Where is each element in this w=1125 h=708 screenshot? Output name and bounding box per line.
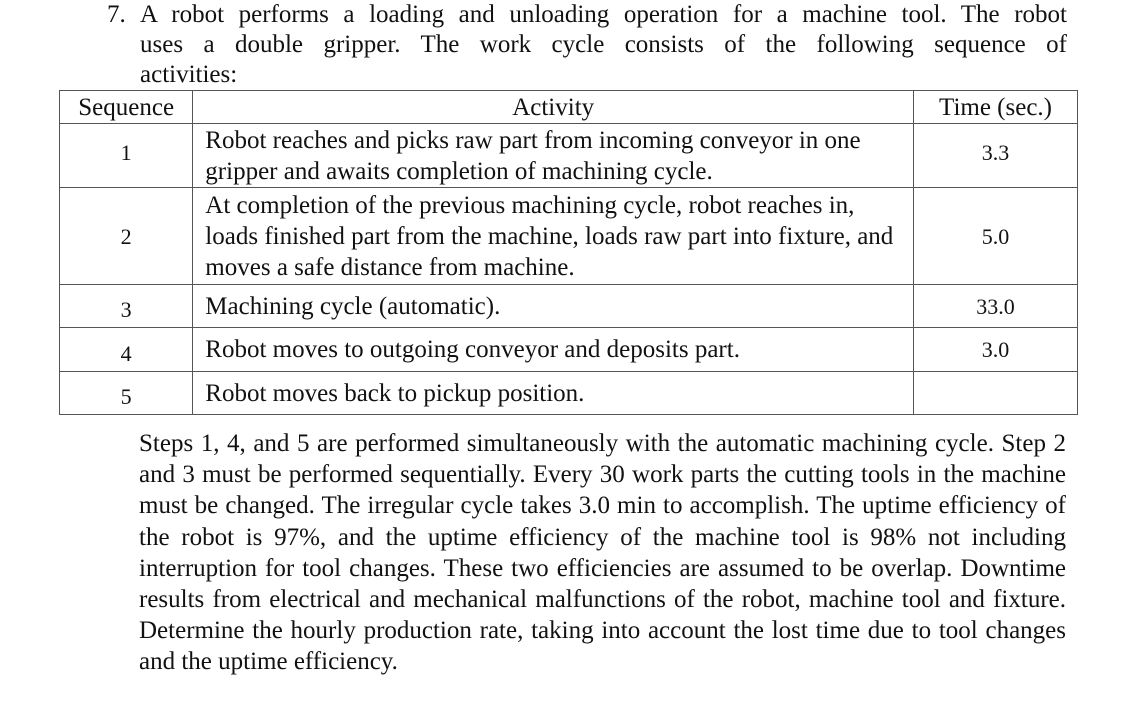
work-cycle-table <box>59 90 1078 415</box>
table-row <box>60 372 1078 415</box>
problem-paragraph: Steps 1, 4, and 5 are performed simultaneously with the automatic machining cycle. Step 2 and 3 must be performed sequentially. Every 30 work parts the cutting tools in the machine must be changed. The irregular cycle takes 3.0 min to accomplish. The uptime efficiency of the robot is 97%, and the uptime efficiency of the machine tool is 98% not including interruption for tool changes. These two efficiencies are assumed to be overlap. Downtime results from electrical and mechanical malfunctions of the robot, machine tool and fixture. Determine the hourly production rate, taking into account the lost time due to tool changes and the uptime efficiency. <box>139 430 1066 676</box>
row-1-sequence: 1 <box>60 124 193 188</box>
row-2-time: 5.0 <box>914 188 1078 285</box>
header-sequence: Sequence <box>60 91 193 124</box>
problem-number: 7. <box>107 1 126 28</box>
row-1-activity: Robot reaches and picks raw part from incoming conveyor in one gripper and awaits completion of machining cycle. <box>193 124 914 188</box>
row-4-sequence: 4 <box>60 328 193 372</box>
row-1-time: 3.3 <box>914 124 1078 188</box>
row-4-time: 3.0 <box>914 328 1078 372</box>
problem-statement <box>107 0 1067 90</box>
header-time: Time (sec.) <box>914 91 1078 124</box>
header-activity: Activity <box>193 91 914 124</box>
row-3-activity: Machining cycle (automatic). <box>193 285 914 328</box>
row-4-activity: Robot moves to outgoing conveyor and deposits part. <box>193 328 914 372</box>
table-header-row <box>60 91 1078 124</box>
problem-intro-line-3: activities: <box>140 61 238 88</box>
row-2-activity: At completion of the previous machining cycle, robot reaches in, loads finished part from the machine, loads raw part into fixture, and moves a safe distance from machine. <box>193 188 914 285</box>
table-row <box>60 124 1078 188</box>
row-5-sequence: 5 <box>60 372 193 415</box>
table-row <box>60 328 1078 372</box>
row-2-sequence: 2 <box>60 188 193 285</box>
problem-intro-line-1: 7. A robot performs a loading and unloading operation for a machine tool. The robot <box>107 1 1067 28</box>
table-row <box>60 188 1078 285</box>
table-row <box>60 285 1078 328</box>
row-3-sequence: 3 <box>60 285 193 328</box>
row-5-time <box>914 372 1078 415</box>
row-3-time: 33.0 <box>914 285 1078 328</box>
problem-intro-line-2: uses a double gripper. The work cycle consists of the following sequence of <box>140 31 1067 58</box>
row-5-activity: Robot moves back to pickup position. <box>193 372 914 415</box>
